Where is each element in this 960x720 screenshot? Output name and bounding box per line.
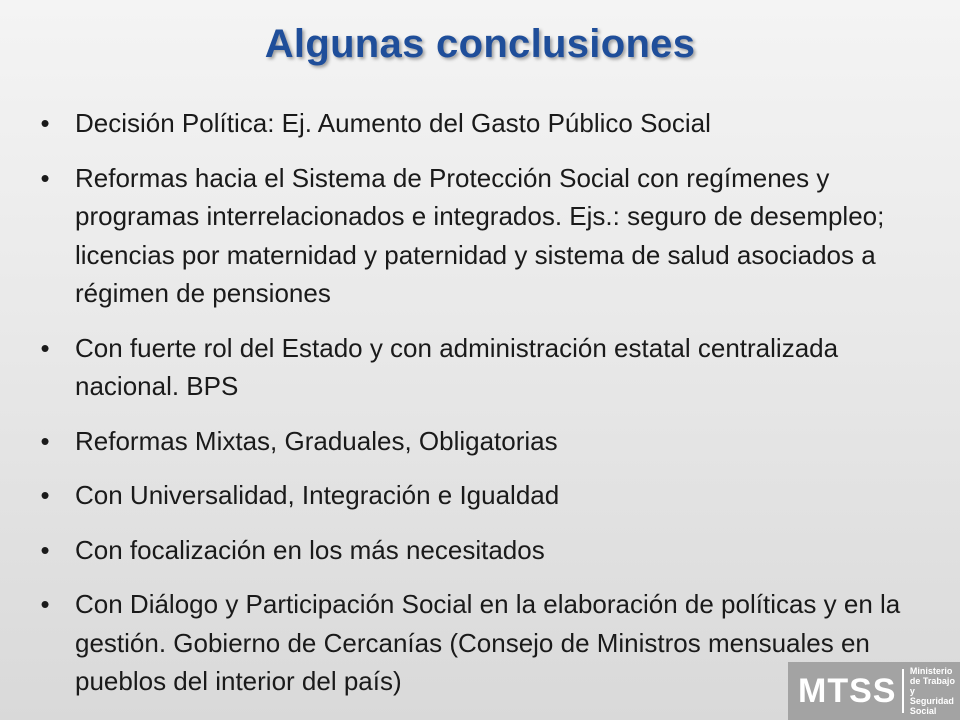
- bullet-text: Con fuerte rol del Estado y con administración estatal centralizada nacional. BPS: [75, 332, 839, 401]
- bullet-item: [30, 476, 930, 515]
- bullet-item: [30, 531, 930, 570]
- mtss-logo: [788, 662, 960, 720]
- logo-abbr: MTSS: [798, 671, 897, 710]
- bullet-item: [30, 159, 930, 313]
- bullet-symbol: •: [40, 589, 50, 619]
- bullet-text: Con Diálogo y Participación Social en la elaboración de políticas y en la gestión. Gobierno de Cercanías (Consejo de Ministros mensuales en pueblos del interior del país): [75, 589, 901, 696]
- page-title: Algunas conclusiones: [264, 22, 696, 66]
- bullet-item: [30, 422, 930, 461]
- bullet-text: Reformas hacia el Sistema de Protección Social con regímenes y programas interrelacionados e integrados. Ejs.: seguro de desempleo; licencias por maternidad y paternidad y sistema de salud asociados a régimen de pensiones: [75, 162, 885, 308]
- bullet-symbol: •: [40, 534, 50, 565]
- bullet-symbol: •: [40, 425, 50, 456]
- bullet-text: Con Universalidad, Integración e Igualdad: [75, 480, 560, 510]
- logo-separator: [902, 669, 904, 713]
- bullet-item: [30, 329, 930, 406]
- bullet-symbol: •: [40, 480, 50, 510]
- bullet-symbol: •: [40, 332, 50, 363]
- bullet-symbol: •: [40, 108, 50, 138]
- bullet-symbol: •: [40, 162, 50, 193]
- bullet-list: [30, 104, 930, 717]
- bullet-text: Con focalización en los más necesitados: [75, 534, 545, 565]
- bullet-item: [30, 104, 930, 143]
- logo-ministry-name: Ministerio de Trabajo y Seguridad Social: [909, 666, 955, 716]
- bullet-text: Reformas Mixtas, Graduales, Obligatorias: [75, 425, 558, 456]
- bullet-text: Decisión Política: Ej. Aumento del Gasto Público Social: [75, 108, 711, 138]
